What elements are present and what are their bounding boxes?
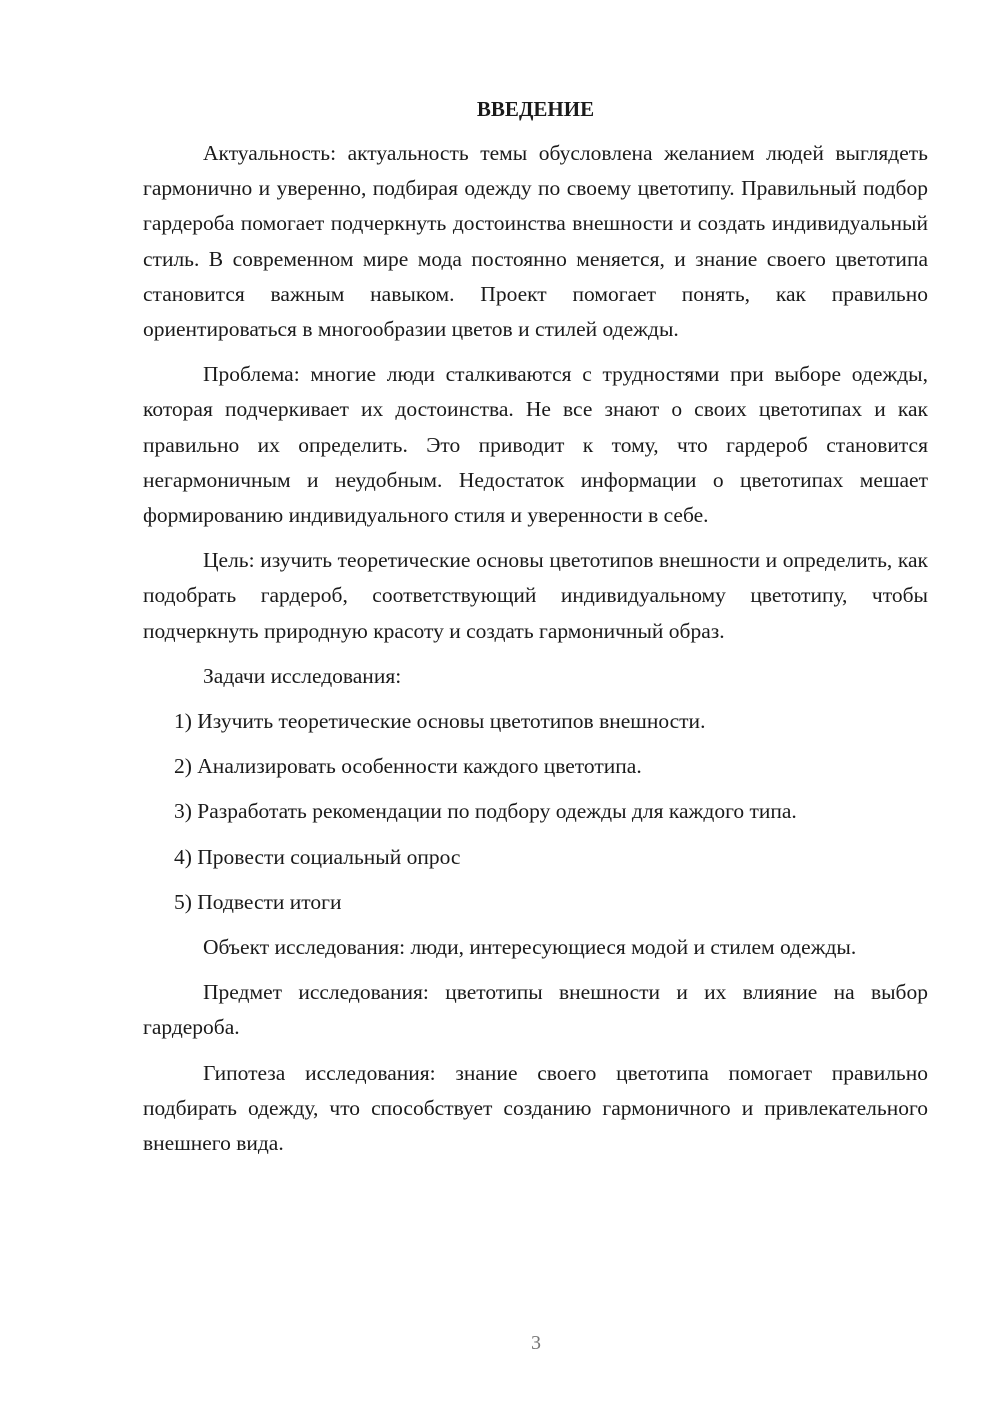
paragraph-object: Объект исследования: люди, интересующиеся модой и стилем одежды. xyxy=(203,935,857,960)
page-number: 3 xyxy=(531,1332,541,1354)
task-item: 2) Анализировать особенности каждого цветотипа. xyxy=(174,754,642,779)
paragraph-goal: Цель: изучить теоретические основы цветотипов внешности и определить, как подобрать гардероб, соответствующий индивидуальному цветотипу, чтобы подчеркнуть природную красоту и создать гармоничный образ. xyxy=(143,548,928,643)
paragraph-relevance: Актуальность: актуальность темы обусловлена желанием людей выглядеть гармонично и уверенно, подбирая одежду по своему цветотипу. Правильный подбор гардероба помогает подчеркнуть достоинства внешности и создать индивидуальный стиль. В современном мире мода постоянно меняется, и знание своего цветотипа становится важным навыком. Проект помогает понять, как правильно ориентироваться в многообразии цветов и стилей одежды. xyxy=(143,141,928,342)
tasks-title: Задачи исследования: xyxy=(203,663,402,688)
paragraph-hypothesis: Гипотеза исследования: знание своего цветотипа помогает правильно подбирать одежду, что способствует созданию гармоничного и привлекательного внешнего вида. xyxy=(143,1060,928,1156)
section-heading: ВВЕДЕНИЕ xyxy=(476,97,595,121)
task-item: 1) Изучить теоретические основы цветотипов внешности. xyxy=(174,709,706,734)
paragraph-subject: Предмет исследования: цветотипы внешности и их влияние на выбор гардероба. xyxy=(143,980,928,1040)
task-item: 3) Разработать рекомендации по подбору одежды для каждого типа. xyxy=(174,799,797,824)
paragraph-problem: Проблема: многие люди сталкиваются с трудностями при выборе одежды, которая подчеркивает их достоинства. Не все знают о своих цветотипах и как правильно их определить. Это приводит к тому, что гардероб становится негармоничным и неудобным. Недостаток информации о цветотипах мешает формированию индивидуального стиля и уверенности в себе. xyxy=(143,362,928,528)
task-item: 4) Провести социальный опрос xyxy=(174,844,461,869)
task-item: 5) Подвести итоги xyxy=(174,889,342,914)
page-content xyxy=(143,94,928,1171)
